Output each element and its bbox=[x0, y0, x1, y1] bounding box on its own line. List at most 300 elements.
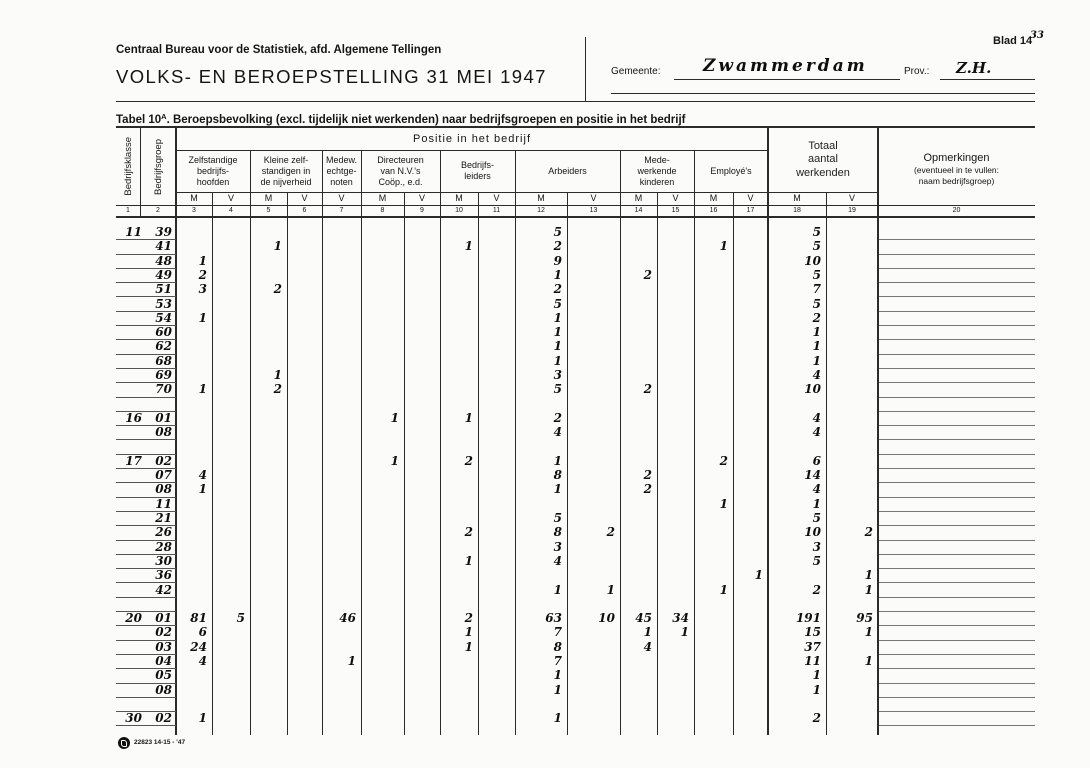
directeuren-header bbox=[361, 150, 440, 192]
bedrijfsklasse-code bbox=[116, 468, 142, 482]
bedrijfsklasse-code bbox=[116, 654, 142, 668]
bedrijfsklasse-code bbox=[116, 583, 142, 597]
table-row bbox=[0, 554, 1090, 568]
value-dir-m: 1 bbox=[390, 453, 399, 468]
bedrijfsklasse-code bbox=[116, 311, 142, 325]
value-arb-m: 8 bbox=[553, 468, 562, 483]
column-number: 3 bbox=[192, 207, 196, 214]
form-title: VOLKS- EN BEROEPSTELLING 31 MEI 1947 bbox=[116, 66, 547, 87]
value-arb-m: 2 bbox=[553, 410, 562, 425]
table-row bbox=[0, 640, 1090, 654]
value-klein-m: 2 bbox=[273, 382, 282, 397]
column-number: 13 bbox=[589, 207, 598, 214]
medewerkende-echtgenoten-header-line: noten bbox=[330, 176, 353, 187]
bedrijfsklasse-code bbox=[116, 282, 142, 296]
value-tot-m: 5 bbox=[812, 239, 821, 254]
table-row bbox=[0, 482, 1090, 496]
value-zelf-v: 5 bbox=[236, 611, 245, 626]
value-leid-m: 1 bbox=[464, 239, 473, 254]
bedrijfsklasse-code bbox=[116, 640, 142, 654]
value-tot-v: 95 bbox=[856, 611, 873, 626]
value-empl-m: 1 bbox=[719, 582, 728, 597]
print-code: 22823 14-15 - '47 bbox=[134, 739, 186, 746]
value-tot-m: 2 bbox=[812, 582, 821, 597]
bedrijfsgroep-code: 30 bbox=[155, 553, 172, 568]
sheet-label: Blad 14 bbox=[993, 35, 1033, 47]
column-number: 12 bbox=[537, 207, 545, 214]
zelfstandigen-header-line: bedrijfs- bbox=[196, 165, 229, 176]
sex-label: V bbox=[493, 193, 500, 203]
kleine-zelfstandigen-header-line: standigen in bbox=[261, 165, 311, 176]
value-tot-m: 1 bbox=[812, 325, 821, 340]
value-zelf-m: 4 bbox=[198, 468, 207, 483]
bedrijfsklasse-code bbox=[116, 297, 142, 311]
bedrijfsgroep-code bbox=[146, 397, 172, 411]
value-tot-m: 14 bbox=[804, 468, 821, 483]
value-arb-m: 4 bbox=[553, 425, 562, 440]
sex-label: M bbox=[190, 193, 198, 203]
bedrijfsklasse-code bbox=[116, 254, 142, 268]
opmerkingen-header bbox=[878, 146, 1035, 192]
value-medew-v: 1 bbox=[347, 654, 356, 668]
bedrijfsleiders-header-line: leiders bbox=[464, 171, 491, 181]
table-row bbox=[0, 425, 1090, 439]
value-tot-m: 2 bbox=[812, 711, 821, 726]
bedrijfsklasse-header-text: Bedrijfsklasse bbox=[122, 137, 134, 196]
medewerkende-kinderen-header-line: Mede- bbox=[644, 154, 670, 165]
value-tot-m: 7 bbox=[812, 282, 821, 297]
column-number: 14 bbox=[634, 207, 643, 214]
table-row bbox=[0, 568, 1090, 582]
bedrijfsgroep-code: 42 bbox=[155, 582, 172, 597]
table-row bbox=[0, 668, 1090, 682]
value-empl-m: 1 bbox=[719, 496, 728, 511]
sex-label: V bbox=[848, 193, 855, 203]
value-arb-m: 1 bbox=[553, 353, 562, 368]
column-number: 16 bbox=[709, 207, 718, 214]
sex-label: M bbox=[634, 193, 643, 203]
value-tot-m: 2 bbox=[812, 310, 821, 325]
zelfstandigen-header bbox=[176, 150, 250, 192]
value-tot-v: 2 bbox=[864, 525, 873, 540]
table-row bbox=[0, 354, 1090, 368]
value-zelf-m: 1 bbox=[198, 482, 207, 497]
sex-label: M bbox=[455, 193, 463, 203]
caption-title: . Beroepsbevolking (excl. tijdelijk niet werkenden) naar bedrijfsgroepen en positie in het bedrijf bbox=[166, 114, 686, 126]
bedrijfsgroep-code: 69 bbox=[155, 368, 172, 382]
prov-label: Prov.: bbox=[904, 66, 930, 77]
directeuren-header-line: van N.V.'s bbox=[380, 165, 421, 176]
value-zelf-m: 6 bbox=[198, 625, 207, 640]
value-tot-m: 37 bbox=[804, 639, 821, 654]
value-tot-m: 1 bbox=[812, 496, 821, 511]
value-mede-v: 1 bbox=[680, 625, 689, 640]
value-tot-v: 1 bbox=[864, 654, 873, 668]
bedrijfsgroep-code: 49 bbox=[155, 267, 172, 282]
bedrijfsklasse-code bbox=[116, 554, 142, 568]
value-arb-m: 1 bbox=[553, 482, 562, 497]
value-zelf-m: 1 bbox=[198, 382, 207, 397]
value-medew-v: 46 bbox=[339, 611, 356, 626]
value-mede-m: 1 bbox=[643, 625, 652, 640]
header-divider bbox=[585, 37, 586, 101]
sex-label: V bbox=[301, 193, 308, 203]
bedrijfsklasse-code bbox=[116, 382, 142, 396]
bedrijfsklasse-code bbox=[116, 482, 142, 496]
value-arb-m: 1 bbox=[553, 668, 562, 683]
value-arb-m: 5 bbox=[553, 296, 562, 311]
table-row bbox=[0, 254, 1090, 268]
medewerkende-echtgenoten-header bbox=[322, 150, 361, 192]
table-row bbox=[0, 325, 1090, 339]
medewerkende-kinderen-header-line: werkende bbox=[637, 165, 677, 176]
value-tot-m: 5 bbox=[812, 296, 821, 311]
bedrijfsleiders-header bbox=[440, 150, 515, 192]
sex-label: M bbox=[793, 193, 801, 203]
sex-label: V bbox=[338, 193, 345, 203]
value-arb-m: 7 bbox=[553, 625, 562, 640]
table-row bbox=[0, 311, 1090, 325]
prov-value: Z.H. bbox=[956, 59, 992, 77]
table-row bbox=[0, 597, 1090, 611]
bedrijfsgroep-code: 62 bbox=[155, 339, 172, 354]
value-tot-v: 1 bbox=[864, 568, 873, 583]
kleine-zelfstandigen-header bbox=[250, 150, 322, 192]
bedrijfsgroep-code: 04 bbox=[155, 654, 172, 668]
value-mede-m: 4 bbox=[643, 639, 652, 654]
bedrijfsleiders-header-line: Bedrijfs- bbox=[460, 160, 494, 170]
row-rule bbox=[879, 725, 1035, 726]
bedrijfsgroep-code: 05 bbox=[155, 668, 172, 683]
column-number: 9 bbox=[420, 207, 424, 214]
value-tot-m: 5 bbox=[812, 553, 821, 568]
value-arb-m: 63 bbox=[545, 611, 562, 626]
value-arb-m: 8 bbox=[553, 525, 562, 540]
value-arb-m: 5 bbox=[553, 225, 562, 239]
bedrijfsgroep-code: 60 bbox=[155, 325, 172, 340]
table-row bbox=[0, 697, 1090, 711]
value-empl-v: 1 bbox=[754, 568, 763, 583]
column-number: 2 bbox=[156, 207, 160, 214]
sex-label: M bbox=[537, 193, 545, 203]
value-tot-m: 4 bbox=[812, 482, 821, 497]
bedrijfsgroep-header bbox=[140, 128, 176, 205]
value-arb-m: 1 bbox=[553, 267, 562, 282]
table-row bbox=[0, 297, 1090, 311]
sex-label: V bbox=[672, 193, 679, 203]
value-leid-m: 1 bbox=[464, 410, 473, 425]
bedrijfsgroep-code: 54 bbox=[155, 310, 172, 325]
value-klein-m: 1 bbox=[273, 368, 282, 382]
value-zelf-m: 1 bbox=[198, 711, 207, 726]
value-arb-m: 1 bbox=[553, 325, 562, 340]
bedrijfsklasse-header bbox=[116, 128, 140, 205]
table-row bbox=[0, 339, 1090, 353]
medewerkende-echtgenoten-header-line: Medew. bbox=[325, 154, 358, 165]
value-leid-m: 1 bbox=[464, 553, 473, 568]
value-tot-m: 11 bbox=[804, 654, 821, 668]
column-number: 19 bbox=[848, 207, 856, 214]
bedrijfsklasse-code: 30 bbox=[125, 711, 142, 726]
table-caption bbox=[116, 110, 686, 127]
bedrijfsklasse-code bbox=[116, 239, 142, 253]
table-row bbox=[0, 440, 1090, 454]
value-leid-m: 2 bbox=[464, 525, 473, 540]
column-number: 8 bbox=[380, 207, 385, 214]
table-row bbox=[0, 654, 1090, 668]
value-tot-m: 4 bbox=[812, 368, 821, 382]
value-empl-m: 1 bbox=[719, 239, 728, 254]
value-arb-m: 1 bbox=[553, 310, 562, 325]
bedrijfsgroep-code bbox=[146, 597, 172, 611]
value-klein-m: 1 bbox=[273, 239, 282, 254]
table-row bbox=[0, 411, 1090, 425]
bedrijfsgroep-code: 68 bbox=[155, 353, 172, 368]
totaal-header bbox=[768, 128, 878, 192]
bedrijfsgroep-code: 02 bbox=[155, 453, 172, 468]
bedrijfsgroep-code: 28 bbox=[155, 539, 172, 554]
bedrijfsgroep-code bbox=[146, 440, 172, 454]
bedrijfsgroep-code: 70 bbox=[155, 382, 172, 397]
table-row bbox=[0, 583, 1090, 597]
value-arb-m: 2 bbox=[553, 239, 562, 254]
bedrijfsgroep-code: 53 bbox=[155, 296, 172, 311]
value-tot-m: 191 bbox=[795, 611, 821, 626]
value-leid-m: 2 bbox=[464, 453, 473, 468]
caption-label: Tabel 10 bbox=[116, 114, 162, 126]
bedrijfsgroep-code: 03 bbox=[155, 639, 172, 654]
value-tot-m: 5 bbox=[812, 511, 821, 525]
value-tot-m: 5 bbox=[812, 267, 821, 282]
value-mede-v: 34 bbox=[672, 611, 689, 626]
totaal-header-line: aantal bbox=[808, 153, 838, 166]
value-arb-m: 3 bbox=[553, 539, 562, 554]
column-number: 15 bbox=[671, 207, 680, 214]
medewerkende-kinderen-header bbox=[620, 150, 694, 192]
bedrijfsgroep-code: 08 bbox=[155, 682, 172, 697]
value-mede-m: 2 bbox=[643, 468, 652, 483]
header-rule bbox=[611, 93, 1035, 94]
bedrijfsklasse-code bbox=[116, 325, 142, 339]
table-row bbox=[0, 525, 1090, 539]
value-mede-m: 2 bbox=[643, 382, 652, 397]
bedrijfsgroep-code: 36 bbox=[155, 568, 172, 583]
bedrijfsklasse-code bbox=[116, 668, 142, 682]
value-arb-m: 2 bbox=[553, 282, 562, 297]
bedrijfsgroep-code: 02 bbox=[155, 711, 172, 726]
opmerkingen-note: (eventueel in te vullen: bbox=[913, 165, 1000, 175]
caption-superscript: A bbox=[161, 112, 167, 121]
header-rule bbox=[116, 101, 1035, 102]
value-leid-m: 1 bbox=[464, 625, 473, 640]
bedrijfsklasse-code bbox=[116, 354, 142, 368]
column-number: 6 bbox=[302, 207, 307, 214]
column-number: 20 bbox=[952, 207, 961, 214]
positie-header: Positie in het bedrijf bbox=[413, 133, 531, 145]
column-number: 1 bbox=[126, 207, 130, 214]
column-number: 5 bbox=[266, 207, 271, 214]
organization-name: Centraal Bureau voor de Statistiek, afd. Algemene Tellingen bbox=[116, 44, 442, 56]
value-arb-m: 1 bbox=[553, 711, 562, 726]
sex-label: M bbox=[378, 193, 387, 203]
bedrijfsklasse-code bbox=[116, 339, 142, 353]
sex-label: M bbox=[709, 193, 718, 203]
bedrijfsgroep-code: 02 bbox=[155, 625, 172, 640]
bedrijfsklasse-code bbox=[116, 368, 142, 382]
value-leid-m: 1 bbox=[464, 639, 473, 654]
table-row bbox=[0, 268, 1090, 282]
value-arb-m: 1 bbox=[553, 339, 562, 354]
value-tot-m: 1 bbox=[812, 668, 821, 683]
value-arb-m: 5 bbox=[553, 511, 562, 525]
bedrijfsgroep-code: 21 bbox=[155, 511, 172, 525]
gemeente-label: Gemeente: bbox=[611, 66, 661, 77]
bedrijfsgroep-code: 01 bbox=[155, 611, 172, 626]
value-tot-m: 10 bbox=[804, 525, 821, 540]
zelfstandigen-header-line: Zelfstandige bbox=[188, 154, 238, 165]
value-arb-m: 7 bbox=[553, 654, 562, 668]
table-row bbox=[0, 397, 1090, 411]
medewerkende-echtgenoten-header-line: echtge- bbox=[326, 165, 357, 176]
value-arb-m: 9 bbox=[553, 253, 562, 268]
bedrijfsgroep-code: 07 bbox=[155, 468, 172, 483]
bedrijfsgroep-header-text: Bedrijfsgroep bbox=[152, 138, 164, 195]
table-row bbox=[0, 239, 1090, 253]
table-row bbox=[0, 468, 1090, 482]
table-row bbox=[0, 454, 1090, 468]
totaal-header-line: Totaal bbox=[808, 139, 838, 152]
value-tot-m: 10 bbox=[804, 253, 821, 268]
bedrijfsgroep-code: 39 bbox=[155, 225, 172, 239]
table-row bbox=[0, 711, 1090, 725]
column-number: 10 bbox=[455, 207, 463, 214]
arbeiders-header bbox=[515, 150, 620, 192]
bedrijfsgroep-code bbox=[146, 697, 172, 711]
bedrijfsklasse-code: 11 bbox=[125, 225, 142, 239]
value-dir-m: 1 bbox=[390, 410, 399, 425]
value-tot-m: 4 bbox=[812, 425, 821, 440]
bedrijfsgroep-code: 08 bbox=[155, 482, 172, 497]
bedrijfsklasse-code: 20 bbox=[125, 611, 142, 626]
bedrijfsklasse-code: 17 bbox=[125, 453, 142, 468]
bedrijfsklasse-code bbox=[116, 268, 142, 282]
bedrijfsklasse-code bbox=[116, 440, 142, 454]
value-mede-m: 2 bbox=[643, 267, 652, 282]
value-arb-v: 1 bbox=[606, 582, 615, 597]
sex-label: V bbox=[590, 193, 597, 203]
bedrijfsklasse-code bbox=[116, 697, 142, 711]
value-klein-m: 2 bbox=[273, 282, 282, 297]
table-row bbox=[0, 511, 1090, 525]
gemeente-underline bbox=[674, 79, 900, 80]
value-mede-m: 45 bbox=[635, 611, 652, 626]
prov-underline bbox=[940, 79, 1035, 80]
value-empl-m: 2 bbox=[719, 453, 728, 468]
bedrijfsklasse-code bbox=[116, 425, 142, 439]
bedrijfsklasse-code bbox=[116, 511, 142, 525]
opmerkingen-title: Opmerkingen bbox=[923, 152, 990, 164]
table-row bbox=[0, 625, 1090, 639]
bedrijfsklasse-code bbox=[116, 525, 142, 539]
column-number: 17 bbox=[746, 207, 755, 214]
value-zelf-m: 24 bbox=[190, 639, 207, 654]
value-leid-m: 2 bbox=[464, 611, 473, 626]
value-arb-m: 8 bbox=[553, 639, 562, 654]
value-zelf-m: 3 bbox=[198, 282, 207, 297]
sex-label: M bbox=[264, 193, 273, 203]
value-arb-m: 5 bbox=[553, 382, 562, 397]
value-arb-v: 10 bbox=[598, 611, 615, 626]
column-number: 4 bbox=[229, 207, 233, 214]
bedrijfsklasse-code bbox=[116, 597, 142, 611]
value-mede-m: 2 bbox=[643, 482, 652, 497]
value-arb-m: 3 bbox=[553, 368, 562, 382]
value-zelf-m: 1 bbox=[198, 253, 207, 268]
value-zelf-m: 81 bbox=[190, 611, 207, 626]
column-number: 7 bbox=[339, 207, 344, 214]
value-tot-v: 1 bbox=[864, 582, 873, 597]
kleine-zelfstandigen-header-line: Kleine zelf- bbox=[263, 154, 309, 165]
value-tot-m: 1 bbox=[812, 682, 821, 697]
value-tot-m: 15 bbox=[804, 625, 821, 640]
table-row bbox=[0, 683, 1090, 697]
value-tot-v: 1 bbox=[864, 625, 873, 640]
column-number: 11 bbox=[492, 207, 501, 214]
gemeente-value: Zwammerdam bbox=[703, 56, 868, 76]
column-number: 18 bbox=[793, 207, 801, 214]
value-arb-m: 1 bbox=[553, 682, 562, 697]
bedrijfsklasse-code bbox=[116, 497, 142, 511]
table-row bbox=[0, 225, 1090, 239]
value-zelf-m: 4 bbox=[198, 654, 207, 668]
table-row bbox=[0, 497, 1090, 511]
totaal-header-line: werkenden bbox=[796, 166, 850, 179]
sex-label: V bbox=[418, 193, 425, 203]
value-zelf-m: 2 bbox=[198, 267, 207, 282]
bedrijfsklasse-code bbox=[116, 568, 142, 582]
zelfstandigen-header-line: hoofden bbox=[196, 176, 230, 187]
value-arb-m: 1 bbox=[553, 453, 562, 468]
medewerkende-kinderen-header-line: kinderen bbox=[639, 176, 675, 187]
value-tot-m: 4 bbox=[812, 410, 821, 425]
value-tot-m: 1 bbox=[812, 353, 821, 368]
bedrijfsgroep-code: 48 bbox=[155, 253, 172, 268]
bedrijfsklasse-code bbox=[116, 625, 142, 639]
value-arb-v: 2 bbox=[606, 525, 615, 540]
bedrijfsklasse-code bbox=[116, 683, 142, 697]
arbeiders-header-line: Arbeiders bbox=[548, 165, 587, 176]
table-row bbox=[0, 368, 1090, 382]
employes-header bbox=[694, 150, 768, 192]
value-zelf-m: 1 bbox=[198, 310, 207, 325]
bedrijfsgroep-code: 11 bbox=[155, 496, 172, 511]
bedrijfsklasse-code bbox=[116, 397, 142, 411]
sex-label: V bbox=[227, 193, 234, 203]
bedrijfsklasse-code bbox=[116, 540, 142, 554]
value-arb-m: 1 bbox=[553, 582, 562, 597]
table-row bbox=[0, 382, 1090, 396]
sheet-handwritten-number: 33 bbox=[1030, 30, 1044, 41]
bedrijfsgroep-code: 26 bbox=[155, 525, 172, 540]
table-row bbox=[0, 282, 1090, 296]
employes-header-line: Employé's bbox=[710, 165, 752, 176]
value-tot-m: 10 bbox=[804, 382, 821, 397]
value-tot-m: 1 bbox=[812, 339, 821, 354]
bedrijfsklasse-code: 16 bbox=[125, 410, 142, 425]
directeuren-header-line: Directeuren bbox=[377, 154, 424, 165]
printer-logo-icon bbox=[118, 737, 130, 749]
table-row bbox=[0, 611, 1090, 625]
